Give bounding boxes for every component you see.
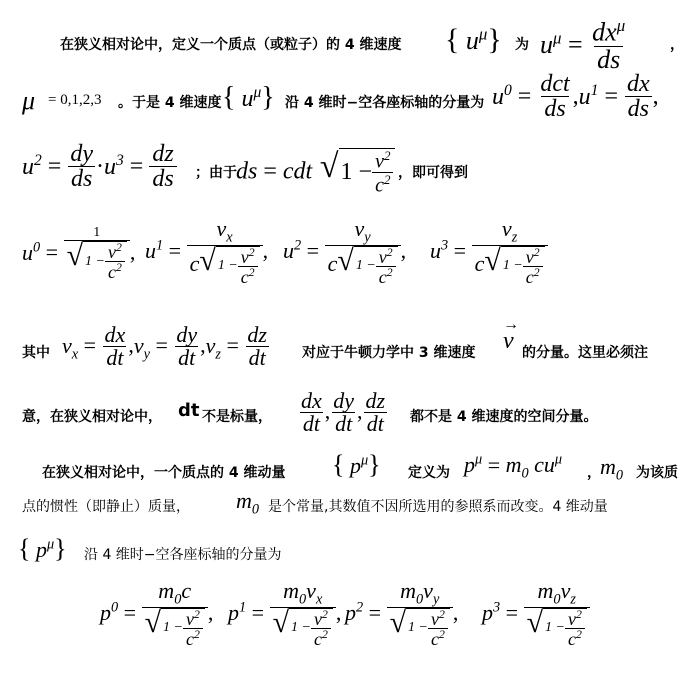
p1-text-2: 为: [515, 37, 529, 53]
u1-component: $u^1$ = $v_x$ c √ 1 − $\frac{v^2}{c^2}$ ,: [145, 216, 269, 287]
p2-text-2: 沿 4 维时−空各座标轴的分量为: [285, 95, 485, 111]
p2-component: $p^2$ = $m_0v_y$ √ 1 − $\frac{v^2}{c^2}$ ,: [345, 578, 459, 649]
paragraph-8: [0, 534, 700, 572]
p6-text-3: ，: [587, 465, 601, 481]
u2-component: $u^2$ = $v_y$ c √ 1 − $\frac{v^2}{c^2}$ ,: [283, 216, 407, 287]
p7-text-1: 点的惯性（即静止）质量，: [22, 499, 190, 515]
u-components-row: [0, 218, 700, 308]
p6-text-4: 为该质: [636, 465, 678, 481]
p5-text-2: 不是标量，: [202, 409, 272, 425]
p-mu-set-2: { $p^\mu$}: [18, 534, 67, 563]
paragraph-4: [0, 316, 700, 378]
u0-u1-definition: $u^0$ = $\frac{\text{dct}}{ds}$ $,u^1$ = $\frac{dx}{ds}$ ,: [492, 71, 659, 122]
u0-component: $u^0$ = 1 √ 1 − $\frac{v^2}{c^2}$ ,: [22, 225, 136, 282]
p5-text-1: 意，在狭义相对论中，: [22, 409, 162, 425]
p-mu-definition: $p^\mu = m_0$ $cu^\mu$: [464, 452, 563, 482]
p6-text-1: 在狭义相对论中，一个质点的 4 维动量: [42, 465, 286, 481]
paragraph-7: [0, 488, 700, 522]
p8-text-1: 沿 4 维时−空各座标轴的分量为: [84, 547, 282, 563]
u-mu-definition: $u^\mu$ = $\frac{dx^\mu}{ds}$: [540, 16, 626, 74]
p7-text-2: 是个常量,其数值不因所选用的参照系而改变。4 维动量: [268, 499, 608, 515]
v-vector: → v: [503, 316, 519, 354]
u-mu-set: { $u^\mu$}: [445, 23, 502, 56]
dt-term: dt: [178, 400, 200, 421]
p6-text-2: 定义为: [408, 465, 450, 481]
p4-text-1: 其中: [22, 345, 50, 361]
p4-text-3: 的分量。这里必须注: [522, 345, 648, 361]
p1-text-3: ，: [670, 37, 684, 53]
u-mu-set-2: { $u^\mu$}: [222, 82, 275, 113]
p0-component: $p^0$ = $m_0c$ √ 1 − $\frac{v^2}{c^2}$ ,: [100, 578, 214, 649]
paragraph-1: [0, 16, 700, 74]
paragraph-6: [0, 452, 700, 492]
paragraph-5: [0, 390, 700, 442]
paragraph-3: [0, 142, 700, 198]
mu-symbol: μ: [22, 86, 36, 115]
ds-equation: ds = cdt √ 1 − $\frac{v^2}{c^2}$: [236, 148, 395, 195]
p3-text-2: ，即可得到: [398, 165, 468, 181]
p2-text-1: 。于是 4 维速度: [118, 95, 222, 111]
p-mu-set: { $p^\mu$}: [332, 450, 381, 479]
spatial-derivatives: $\frac{dx}{dt}$ , $\frac{dy}{dt}$ , $\frac{dz}{dt}$: [301, 388, 386, 436]
p-components-row: [0, 580, 700, 680]
u2-u3-definition: $u^2$ = $\frac{dy}{ds}$ $\cdot u^3$ = $\frac{dz}{ds}$: [22, 142, 177, 191]
paragraph-2: [0, 71, 700, 128]
m0-symbol: $m_0$: [600, 454, 624, 484]
p1-component: $p^1$ = $m_0v_x$ √ 1 − $\frac{v^2}{c^2}$ ,: [228, 578, 342, 649]
p3-component: $p^3$ = $m_0v_z$ √ 1 − $\frac{v^2}{c^2}$: [482, 580, 590, 648]
p4-text-2: 对应于牛顿力学中 3 维速度: [302, 345, 476, 361]
v-components: $v_x$ = $\frac{dx}{dt}$ $,v_y$ = $\frac{dy}{dt}$ $,v_z$ = $\frac{dz}{dt}$: [62, 322, 267, 370]
mu-values: = 0,1,2,3: [48, 92, 102, 108]
p1-text-1: 在狭义相对论中，定义一个质点（或粒子）的 4 维速度: [60, 37, 402, 53]
m0-symbol-2: $m_0$: [236, 488, 260, 518]
u3-component: $u^3$ = $v_z$ c √ 1 − $\frac{v^2}{c^2}$: [430, 218, 548, 286]
p3-text-1: ；由于: [195, 165, 237, 181]
p5-text-3: 都不是 4 维速度的空间分量。: [410, 409, 598, 425]
